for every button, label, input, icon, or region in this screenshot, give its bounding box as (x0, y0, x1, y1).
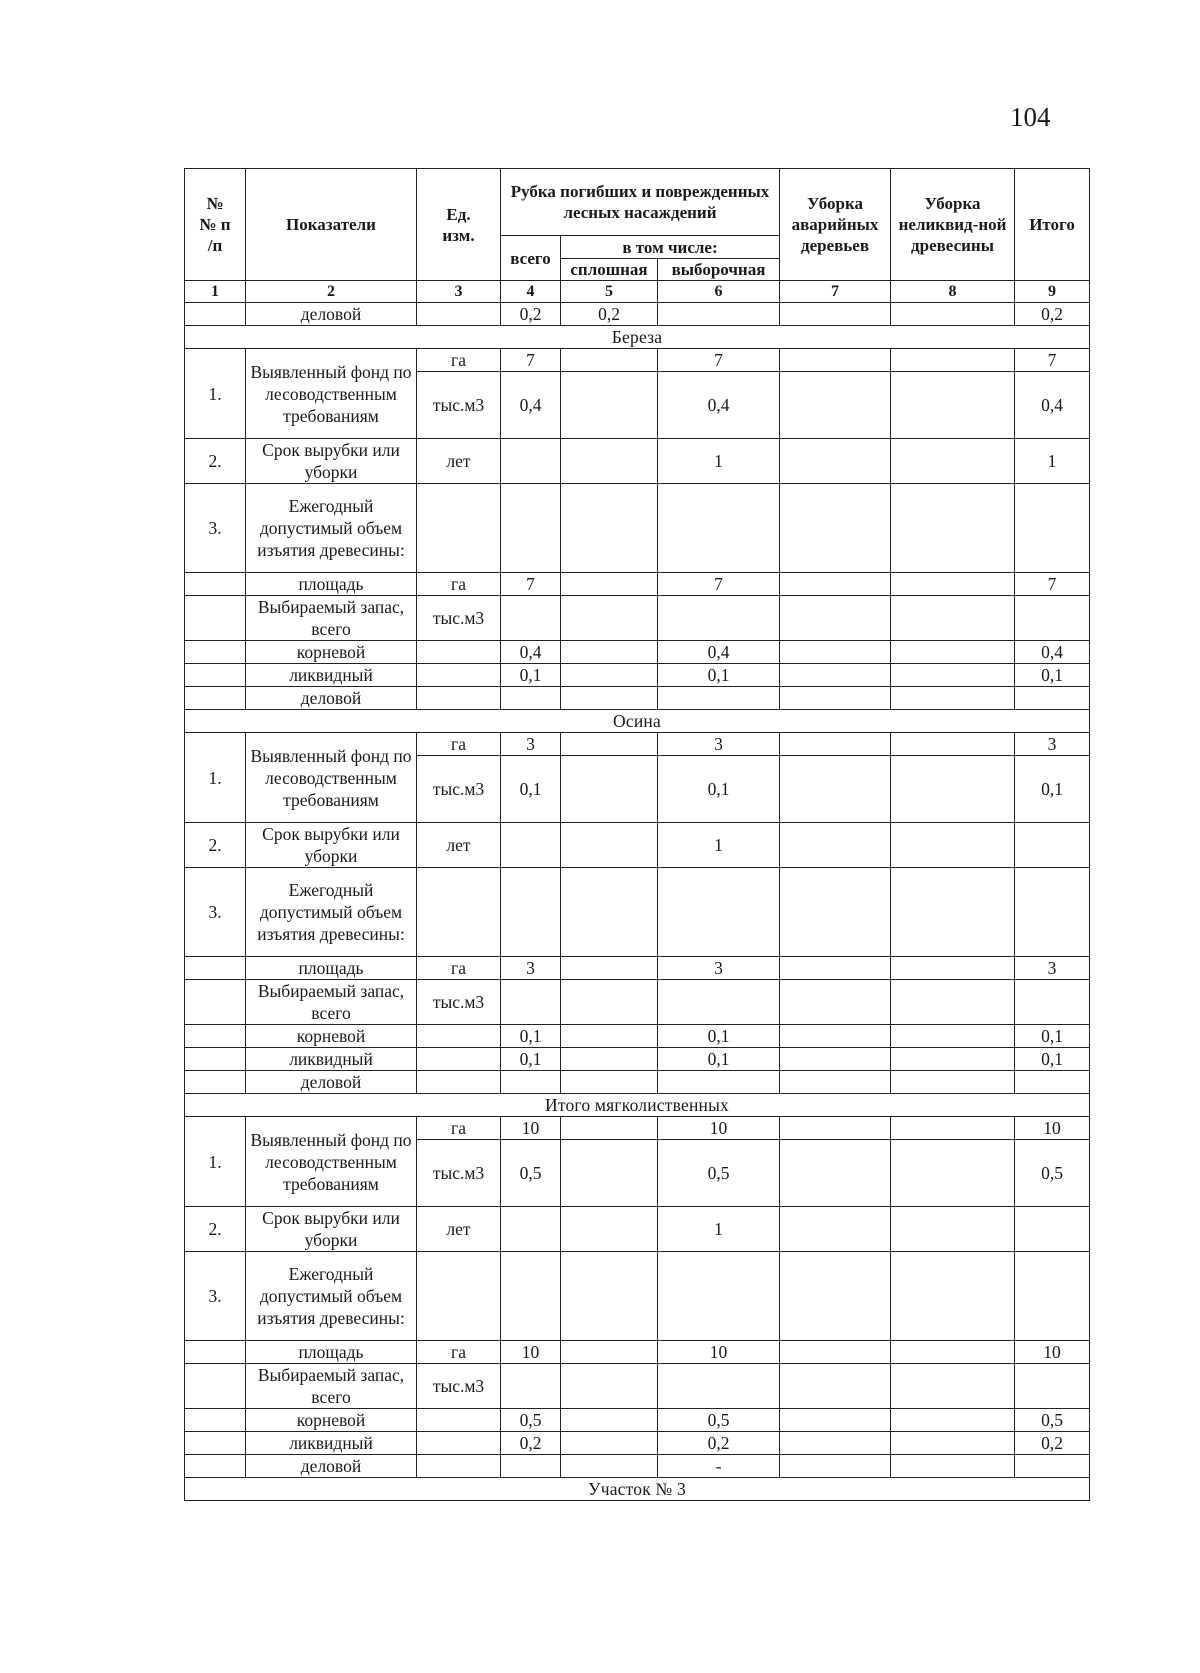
cell-value: 7 (1015, 573, 1090, 596)
cell-value: 10 (658, 1117, 780, 1140)
row-label: Выбираемый запас, всего (246, 1364, 417, 1409)
cell-value: 0,1 (658, 756, 780, 823)
column-number: 6 (658, 281, 780, 303)
header-indicators: Показатели (246, 169, 417, 281)
table-row (185, 484, 1090, 573)
cell-unit: тыс.м3 (417, 372, 501, 439)
section-header-row (185, 326, 1090, 349)
section-title: Участок № 3 (185, 1478, 1090, 1501)
column-number: 2 (246, 281, 417, 303)
cell-value: 0,2 (561, 303, 658, 326)
header-felling: Рубка погибших и поврежденных лесных насаждений (501, 169, 780, 236)
cell-value (1015, 823, 1090, 868)
cell-value: 7 (501, 573, 561, 596)
header-selective: выборочная (658, 259, 780, 281)
cell-value: 1 (1015, 439, 1090, 484)
cell-value: 10 (1015, 1341, 1090, 1364)
row-label: Ежегодный допустимый объем изъятия древесины: (246, 1252, 417, 1341)
table-row (185, 733, 1090, 756)
row-label: деловой (246, 1455, 417, 1478)
cell-unit: тыс.м3 (417, 1364, 501, 1409)
row-number: 3. (185, 868, 246, 957)
cell-value: 0,2 (501, 1432, 561, 1455)
section-header-row (185, 1478, 1090, 1501)
column-numbers-row (185, 281, 1090, 303)
cell-value: 0,5 (501, 1409, 561, 1432)
header-emergency: Уборка аварийных деревьев (780, 169, 891, 281)
cell-value: 3 (501, 957, 561, 980)
cell-value: 0,5 (1015, 1409, 1090, 1432)
cell-value: 7 (658, 573, 780, 596)
row-label: Ежегодный допустимый объем изъятия древесины: (246, 868, 417, 957)
table-body (185, 303, 1090, 1478)
table-row (185, 868, 1090, 957)
row-number: 2. (185, 823, 246, 868)
row-label: ликвидный (246, 664, 417, 687)
cell-value: 0,5 (1015, 1140, 1090, 1207)
cell-value: 7 (658, 349, 780, 372)
row-label: Выбираемый запас, всего (246, 596, 417, 641)
row-label: Срок вырубки или уборки (246, 1207, 417, 1252)
cell-value: 0,1 (1015, 1048, 1090, 1071)
row-number: 3. (185, 1252, 246, 1341)
column-number: 7 (780, 281, 891, 303)
table-row (185, 1071, 1090, 1094)
cell-value: 7 (1015, 349, 1090, 372)
cell-value: 3 (658, 733, 780, 756)
table-row (185, 980, 1090, 1025)
footer-body (185, 1478, 1090, 1501)
cell-value: 7 (501, 349, 561, 372)
row-label: Выявленный фонд по лесоводственным требованиям (246, 1117, 417, 1207)
cell-unit: га (417, 957, 501, 980)
header-illiquid: Уборка неликвид-ной древесины (891, 169, 1015, 281)
header-clear: сплошная (561, 259, 658, 281)
column-number: 8 (891, 281, 1015, 303)
cell-value: 0,1 (501, 664, 561, 687)
row-label: корневой (246, 641, 417, 664)
cell-value: 0,1 (658, 1025, 780, 1048)
row-number: 1. (185, 349, 246, 439)
cell-unit: га (417, 573, 501, 596)
page-number: 104 (1010, 102, 1051, 132)
table-row (185, 1409, 1090, 1432)
table-row (185, 957, 1090, 980)
row-label: корневой (246, 1409, 417, 1432)
cell-unit: лет (417, 823, 501, 868)
row-label: Выбираемый запас, всего (246, 980, 417, 1025)
cell-unit: га (417, 1117, 501, 1140)
cell-value: 0,4 (501, 641, 561, 664)
cell-value: 3 (1015, 733, 1090, 756)
cell-value: 0,5 (658, 1140, 780, 1207)
row-label: ликвидный (246, 1048, 417, 1071)
column-number: 1 (185, 281, 246, 303)
section-title: Береза (185, 326, 1090, 349)
cell-value: 0,1 (501, 756, 561, 823)
cell-value: 0,4 (658, 641, 780, 664)
row-number: 1. (185, 733, 246, 823)
table-row (185, 573, 1090, 596)
header-number: № № п /п (185, 169, 246, 281)
table-row (185, 1432, 1090, 1455)
cell-value: 3 (1015, 957, 1090, 980)
row-label: ликвидный (246, 1432, 417, 1455)
row-label: деловой (246, 303, 417, 326)
cell-value: 10 (658, 1341, 780, 1364)
row-label: деловой (246, 687, 417, 710)
section-title: Итого мягколиственных (185, 1094, 1090, 1117)
cell-value: 0,1 (1015, 756, 1090, 823)
row-label: Выявленный фонд по лесоводственным требованиям (246, 733, 417, 823)
column-number: 5 (561, 281, 658, 303)
cell-value: 1 (658, 823, 780, 868)
row-number: 2. (185, 1207, 246, 1252)
row-label: площадь (246, 957, 417, 980)
cell-value: 0,1 (658, 664, 780, 687)
table-row (185, 641, 1090, 664)
table-row (185, 1025, 1090, 1048)
row-label: Выявленный фонд по лесоводственным требованиям (246, 349, 417, 439)
cell-value: 0,2 (501, 303, 561, 326)
row-label: Срок вырубки или уборки (246, 823, 417, 868)
table-row (185, 1341, 1090, 1364)
cell-value: 3 (501, 733, 561, 756)
cell-value: 0,4 (658, 372, 780, 439)
cell-value: 0,1 (658, 1048, 780, 1071)
row-label: площадь (246, 573, 417, 596)
cell-value: 0,1 (501, 1025, 561, 1048)
cell-value (1015, 1207, 1090, 1252)
cell-value: 10 (501, 1341, 561, 1364)
table-row (185, 687, 1090, 710)
row-number: 2. (185, 439, 246, 484)
table-header (185, 169, 1090, 303)
cell-value: 0,5 (501, 1140, 561, 1207)
cell-unit: га (417, 733, 501, 756)
header-felling-total: всего (501, 236, 561, 281)
cell-unit: га (417, 349, 501, 372)
cell-unit: лет (417, 439, 501, 484)
row-label: площадь (246, 1341, 417, 1364)
cell-value: 10 (1015, 1117, 1090, 1140)
table-row (185, 1455, 1090, 1478)
cell-value: 3 (658, 957, 780, 980)
cell-value: 0,1 (1015, 664, 1090, 687)
cell-unit: лет (417, 1207, 501, 1252)
table-row (185, 1252, 1090, 1341)
cell-value: - (658, 1455, 780, 1478)
header-itogo: Итого (1015, 169, 1090, 281)
row-label: Срок вырубки или уборки (246, 439, 417, 484)
column-number: 9 (1015, 281, 1090, 303)
section-header-row (185, 710, 1090, 733)
cell-unit: га (417, 1341, 501, 1364)
cell-value: 0,1 (501, 1048, 561, 1071)
table-row (185, 1048, 1090, 1071)
cell-unit: тыс.м3 (417, 596, 501, 641)
cell-value: 0,4 (501, 372, 561, 439)
cell-value: 0,2 (1015, 1432, 1090, 1455)
table-row (185, 596, 1090, 641)
table-row (185, 664, 1090, 687)
table-row (185, 1364, 1090, 1409)
row-label: деловой (246, 1071, 417, 1094)
cell-value: 1 (658, 439, 780, 484)
cell-value: 0,2 (1015, 303, 1090, 326)
row-number: 1. (185, 1117, 246, 1207)
cell-value: 0,5 (658, 1409, 780, 1432)
cell-value (658, 1071, 780, 1094)
section-title: Осина (185, 710, 1090, 733)
column-number: 3 (417, 281, 501, 303)
cell-value: 0,4 (1015, 372, 1090, 439)
table-row (185, 823, 1090, 868)
row-label: корневой (246, 1025, 417, 1048)
cell-value: 0,4 (1015, 641, 1090, 664)
table-row (185, 1117, 1090, 1140)
header-unit: Ед. изм. (417, 169, 501, 281)
cell-unit: тыс.м3 (417, 1140, 501, 1207)
cell-unit: тыс.м3 (417, 980, 501, 1025)
row-label: Ежегодный допустимый объем изъятия древесины: (246, 484, 417, 573)
column-number: 4 (501, 281, 561, 303)
table-row (185, 349, 1090, 372)
row-number: 3. (185, 484, 246, 573)
cell-value: 1 (658, 1207, 780, 1252)
cell-value: 0,1 (1015, 1025, 1090, 1048)
forest-felling-table (184, 168, 1090, 1501)
table-row (185, 439, 1090, 484)
table-row (185, 303, 1090, 326)
section-header-row (185, 1094, 1090, 1117)
table-row (185, 1207, 1090, 1252)
cell-value (658, 687, 780, 710)
cell-unit: тыс.м3 (417, 756, 501, 823)
cell-value: 10 (501, 1117, 561, 1140)
cell-value: 0,2 (658, 1432, 780, 1455)
header-including: в том числе: (561, 236, 780, 259)
